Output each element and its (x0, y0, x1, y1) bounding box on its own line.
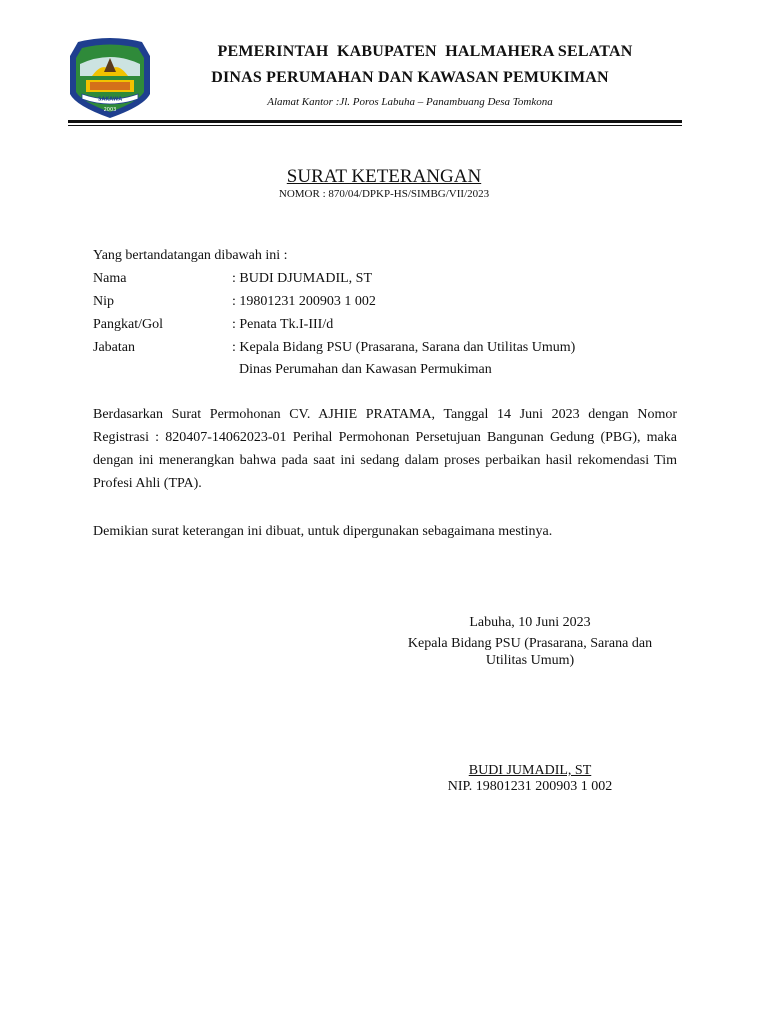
field-label: Nip (93, 294, 114, 309)
closing-text: Demikian surat keterangan ini dibuat, untuk dipergunakan sebagaimana mestinya. (93, 524, 553, 539)
body-line: dengan ini menerangkan bahwa pada saat ini sedang dalam proses perbaikan hasil rekomendasi Tim (93, 453, 677, 468)
field-row-nama (93, 267, 653, 290)
letterhead-government: PEMERINTAH KABUPATEN HALMAHERA SELATAN (217, 43, 633, 60)
field-value: : Penata Tk.I-III/d (232, 317, 334, 332)
field-row-pangkat (93, 313, 653, 336)
signature-role-line: Utilitas Umum) (485, 653, 575, 668)
field-value: : BUDI DJUMADIL, ST (232, 271, 372, 286)
logo-year: 2003 (103, 107, 117, 113)
letterhead-address: Alamat Kantor :Jl. Poros Labuha – Panambuang Desa Tomkona (267, 96, 553, 108)
field-label: Pangkat/Gol (93, 317, 163, 332)
signature-place-date: Labuha, 10 Juni 2023 (469, 615, 591, 630)
body-paragraph (93, 403, 677, 495)
signatory-name: BUDI JUMADIL, ST (468, 763, 592, 778)
signatory-nip: NIP. 19801231 200903 1 002 (447, 779, 613, 794)
field-label: Nama (93, 271, 127, 286)
document-title: SURAT KETERANGAN (286, 166, 482, 187)
body-line: Berdasarkan Surat Permohonan CV. AJHIE PRATAMA, Tanggal 14 Juni 2023 dengan Nomor (93, 407, 677, 422)
jabatan-continuation: Dinas Perumahan dan Kawasan Permukiman (239, 362, 492, 377)
field-value: : 19801231 200903 1 002 (232, 294, 376, 309)
intro-text: Yang bertandatangan dibawah ini : (93, 248, 288, 263)
letterhead-agency: DINAS PERUMAHAN DAN KAWASAN PEMUKIMAN (211, 69, 609, 86)
field-value: : Kepala Bidang PSU (Prasarana, Sarana dan Utilitas Umum) (232, 340, 576, 355)
field-row-jabatan (93, 336, 653, 359)
body-line: Registrasi : 820407-14062023-01 Perihal Permohonan Persetujuan Bangunan Gedung (PBG), maka (93, 430, 677, 445)
body-line: Profesi Ahli (TPA). (93, 476, 202, 491)
regency-coat-of-arms-icon (68, 36, 152, 120)
logo-text: SAKAWA (97, 96, 123, 103)
signature-role (392, 635, 668, 669)
signature-role-line: Kepala Bidang PSU (Prasarana, Sarana dan (407, 636, 653, 651)
letterhead-divider-thick (68, 120, 682, 123)
letterhead-divider-thin (68, 125, 682, 126)
field-label: Jabatan (93, 340, 135, 355)
document-number: NOMOR : 870/04/DPKP-HS/SIMBG/VII/2023 (278, 188, 490, 200)
field-row-nip (93, 290, 653, 313)
